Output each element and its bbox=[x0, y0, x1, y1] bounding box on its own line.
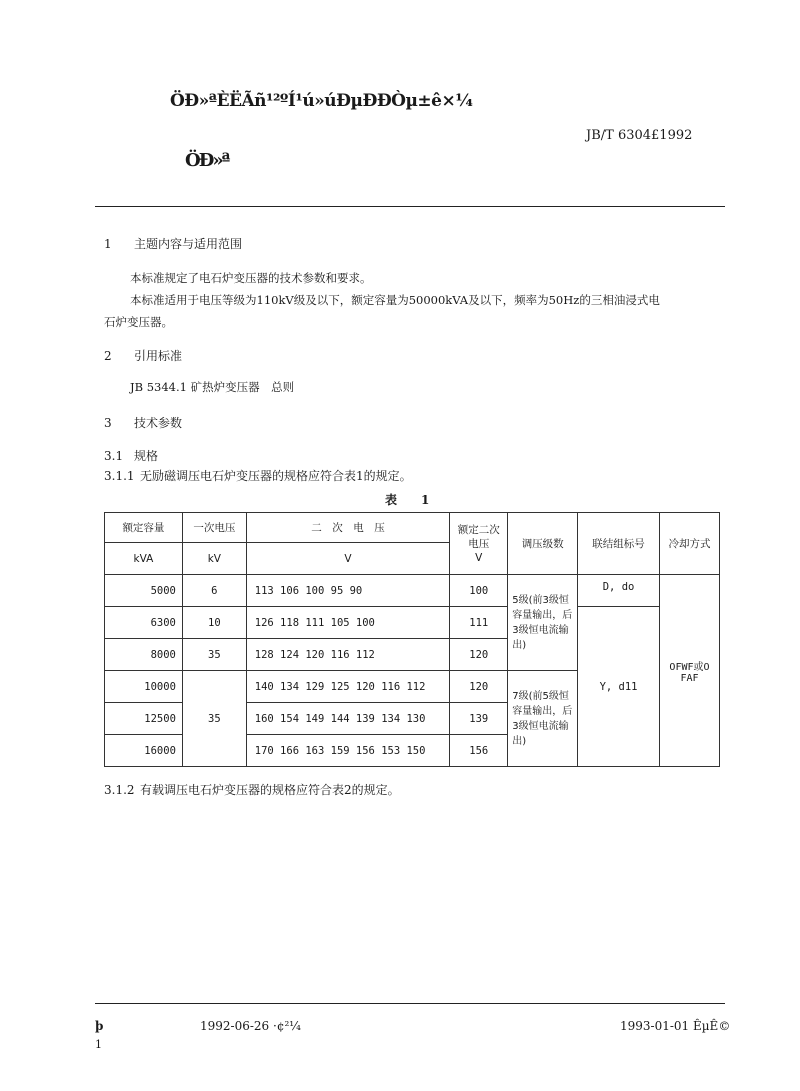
table-row: 5000 6 113 106 100 95 90 100 5级(前3级恒容量输出，后3级恒电流输出) D, do OFWF或OFAF bbox=[105, 575, 720, 607]
header-rule bbox=[95, 206, 725, 207]
section-1-paragraph-2: 本标准适用于电压等级为110kV级及以下，额定容量为50000kVA及以下，频率为50Hz的三相油浸式电 bbox=[130, 293, 660, 307]
effective-date: 1993-01-01 ÊµÊ© bbox=[620, 1019, 731, 1033]
section-2-reference: JB 5344.1 矿热炉变压器 总则 bbox=[130, 380, 295, 394]
header-vector-group: 联结组标号 bbox=[578, 513, 660, 575]
section-3-1-2: 3.1.2 有载调压电石炉变压器的规格应符合表2的规定。 bbox=[104, 783, 400, 797]
vector-group-2: Y, d11 bbox=[578, 607, 660, 767]
header-primary: 一次电压 bbox=[182, 513, 246, 543]
header-capacity: 额定容量 bbox=[105, 513, 183, 543]
table-row: 12500 160 154 149 144 139 134 130 139 bbox=[105, 703, 720, 735]
section-3-heading: 3 技术参数 bbox=[104, 416, 183, 430]
tap-note-2: 7级(前5级恒容量输出，后3级恒电流输出) bbox=[508, 671, 578, 767]
footer-left-mark: þ bbox=[95, 1019, 104, 1033]
section-1-heading: 1 主题内容与适用范围 bbox=[104, 237, 243, 251]
header-secondary-unit: V bbox=[246, 543, 450, 575]
table-row: 16000 170 166 163 159 156 153 150 156 bbox=[105, 735, 720, 767]
cooling-value: OFWF或OFAF bbox=[659, 575, 719, 767]
table-row: 10000 35 140 134 129 125 120 116 112 120 7级(前5级恒容量输出，后3级恒电流输出) bbox=[105, 671, 720, 703]
standard-title: ÖÐ»ªÈËÃñ¹²ºÍ¹ú»úÐµÐÐÒµ±ê×¼ bbox=[170, 91, 473, 111]
vector-group-1: D, do bbox=[578, 575, 660, 607]
standard-code: JB/T 6304£1992 bbox=[586, 128, 693, 143]
table-row: 6300 10 126 118 111 105 100 111 Y, d11 bbox=[105, 607, 720, 639]
footer-rule bbox=[95, 1003, 725, 1004]
section-1-paragraph-2-cont: 石炉变压器。 bbox=[104, 315, 173, 329]
header-capacity-unit: kVA bbox=[105, 543, 183, 575]
tap-note-1: 5级(前3级恒容量输出，后3级恒电流输出) bbox=[508, 575, 578, 671]
section-2-heading: 2 引用标准 bbox=[104, 349, 183, 363]
section-3-1-1: 3.1.1 无励磁调压电石炉变压器的规格应符合表1的规定。 bbox=[104, 469, 412, 483]
section-3-1-heading: 3.1 规格 bbox=[104, 449, 159, 463]
header-cooling: 冷却方式 bbox=[659, 513, 719, 575]
header-rated-secondary: 额定二次电压 V bbox=[450, 513, 508, 575]
header-primary-unit: kV bbox=[182, 543, 246, 575]
header-secondary: 二 次 电 压 bbox=[246, 513, 450, 543]
table-row: 8000 35 128 124 120 116 112 120 bbox=[105, 639, 720, 671]
section-1-paragraph-1: 本标准规定了电石炉变压器的技术参数和要求。 bbox=[130, 271, 372, 285]
table-1-caption: 表 1 bbox=[385, 493, 436, 507]
header-tap-steps: 调压级数 bbox=[508, 513, 578, 575]
standard-mark: ÖÐ»ª bbox=[185, 150, 229, 171]
issue-date: 1992-06-26 ·¢²¼ bbox=[200, 1019, 301, 1033]
page-number: 1 bbox=[95, 1038, 102, 1051]
table-1 bbox=[104, 512, 720, 767]
